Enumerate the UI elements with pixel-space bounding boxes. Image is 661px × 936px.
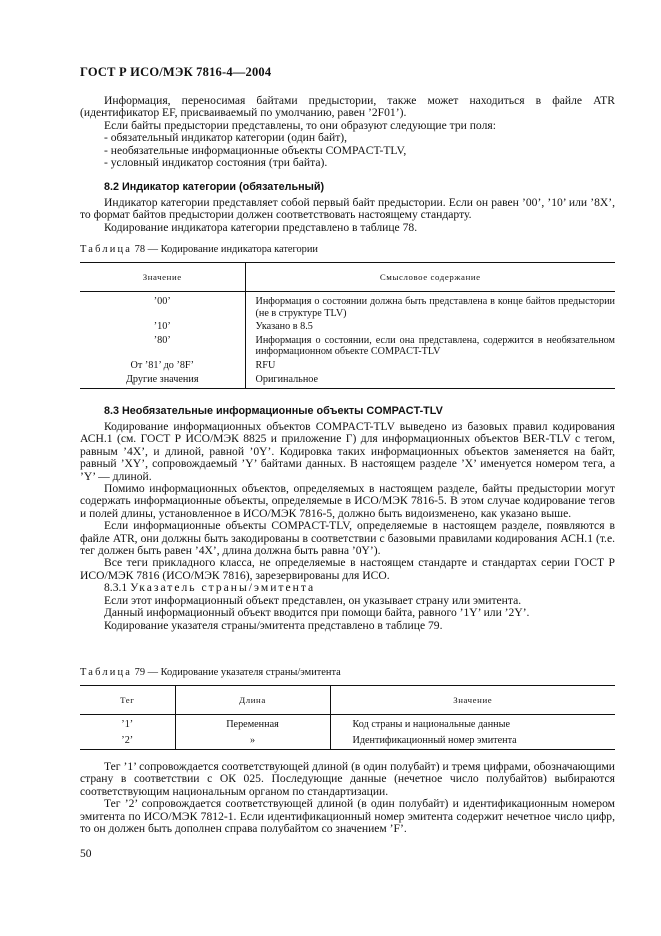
paragraph: Данный информационный объект вводится при помощи байта, равного ’1Y’ или ’2Y’.: [104, 606, 530, 620]
table-cell: RFU: [255, 359, 276, 371]
table-cell: Идентификационный номер эмитента: [330, 732, 615, 750]
paragraph: Тег ’2’ сопровождается соответствующей длиной (в один полубайт) и идентификационным номером эмитента по ИСО/МЭК 7812-1. Если идентификационный номер эмитента содержит нечетное число цифр, то он должен быть дополнен справа полубайтом со значением ’F’.: [80, 797, 615, 836]
page-number: 50: [80, 848, 92, 860]
section-8-2: [80, 181, 615, 193]
document-header: ГОСТ Р ИСО/МЭК 7816-4—2004: [80, 65, 272, 79]
paragraph: Если информационные объекты COMPACT-TLV, определяемые в настоящем разделе, появляются в файле ATR, они должны быть закодированы в соответствии с базовыми правилами кодирования АСН.1 (т.е. тег должен быть равен ’4X’, длина должна быть равна ’0Y’).: [80, 519, 615, 558]
column-header: Смысловое содержание: [245, 263, 615, 292]
table-cell: Оригинальное: [245, 373, 615, 389]
table-row: [80, 715, 615, 732]
paragraph: Кодирование индикатора категории представлено в таблице 78.: [104, 220, 418, 234]
table-79: [80, 685, 615, 750]
after-table-79: [80, 761, 615, 835]
paragraph: Кодирование информационных объектов COMPACT-TLV выведено из базовых правил кодирования АСН.1 (см. ГОСТ Р ИСО/МЭК 8825 и приложение Г) для информационных объектов BER-TLV с тегом, равным ’4X’, и длиной, равной ’0Y’. Кодировка таких информационных объектов заменяется на байт, равный ’XY’, сопровождаемый ’Y’ байтами данных. В настоящем разделе ’X’ именуется номером тега, а ’Y’ — длиной.: [80, 420, 615, 483]
paragraph: Все теги прикладного класса, не определяемые в настоящем стандарте и стандартах серии ГОСТ Р ИСО/МЭК 7816 (ИСО/МЭК 7816), зарезервированы для ИСО.: [80, 556, 615, 582]
paragraph: Информация, переносимая байтами предыстории, также может находиться в файле ATR (идентификатор EF, присваиваемый по умолчанию, равен ’2F01’).: [80, 94, 615, 120]
list-item: - обязательный индикатор категории (один байт),: [104, 131, 348, 145]
paragraph: Кодирование указателя страны/эмитента представлено в таблице 79.: [104, 618, 443, 632]
table-cell: Переменная: [175, 715, 330, 732]
column-header: Длина: [175, 686, 330, 715]
table-cell: Код страны и национальные данные: [352, 719, 510, 730]
paragraph: Если байты предыстории представлены, то они образуют следующие три поля:: [104, 118, 496, 132]
table-78-caption: Таблица 78 — Кодирование индикатора категории: [80, 244, 318, 255]
table-cell: ’80’: [80, 334, 245, 359]
table-row: [80, 320, 615, 334]
column-header: Значение: [80, 263, 245, 292]
table-cell: Указано в 8.5: [255, 321, 313, 333]
section-heading: 8.3 Необязательные информационные объекты COMPACT-TLV: [104, 405, 443, 417]
section-8-3: [80, 405, 615, 417]
list-item: - необязательные информационные объекты COMPACT-TLV,: [104, 143, 407, 157]
subsection-heading: 8.3.1 Указатель страны/эмитента: [104, 581, 316, 595]
table-cell: Информация о состоянии, если она представлена, содержится в необязательном информационном объекте COMPACT-TLV: [255, 334, 615, 358]
paragraph: Индикатор категории представляет собой первый байт предыстории. Если он равен ’00’, ’10’ или ’8X’, то формат байтов предыстории должен соответствовать настоящему стандарту.: [80, 196, 615, 222]
table-header-row: [80, 263, 615, 292]
table-79-caption: Таблица 79 — Кодирование указателя страны/эмитента: [80, 667, 341, 678]
paragraph: Если этот информационный объект представлен, он указывает страну или эмитента.: [104, 593, 522, 607]
section-8-3-body: [80, 421, 615, 632]
table-cell: ’10’: [80, 320, 245, 334]
paragraph: Помимо информационных объектов, определяемых в настоящем разделе, байты предыстории могут содержать информационные объекты, определяемые в ИСО/МЭК 7816-5. В этом случае кодирование тегов и полей длины, установленное в ИСО/МЭК 7816-5, должно быть видоизменено, как указано выше.: [80, 482, 615, 520]
column-header: Значение: [330, 686, 615, 715]
section-8-2-body: [80, 197, 615, 234]
column-header: Тег: [80, 686, 175, 715]
table-cell: Информация о состоянии должна быть представлена в конце байтов предыстории (не в структуре TLV): [255, 296, 615, 319]
table-row: [80, 334, 615, 359]
table-header-row: [80, 686, 615, 715]
table-row: [80, 359, 615, 373]
table-cell: От ’81’ до ’8F’: [80, 359, 245, 373]
table-cell: »: [175, 732, 330, 750]
table-78: [80, 262, 615, 389]
table-cell: ’1’: [80, 715, 175, 732]
paragraph: Тег ’1’ сопровождается соответствующей длиной (в один полубайт) и тремя цифрами, обозначающими страну в соответствии с ОК 025. Последующие данные (нечетное число полубайтов) выбираются соответствующим национальным органом по стандартизации.: [80, 760, 615, 798]
table-row: [80, 373, 615, 389]
list-item: - условный индикатор состояния (три байта).: [104, 156, 328, 170]
table-cell: ’2’: [80, 732, 175, 750]
table-cell: ’00’: [80, 292, 245, 321]
intro-block: [80, 95, 615, 169]
table-row: [80, 732, 615, 750]
table-cell: Другие значения: [80, 373, 245, 389]
section-heading: 8.2 Индикатор категории (обязательный): [104, 181, 325, 193]
table-row: [80, 292, 615, 321]
